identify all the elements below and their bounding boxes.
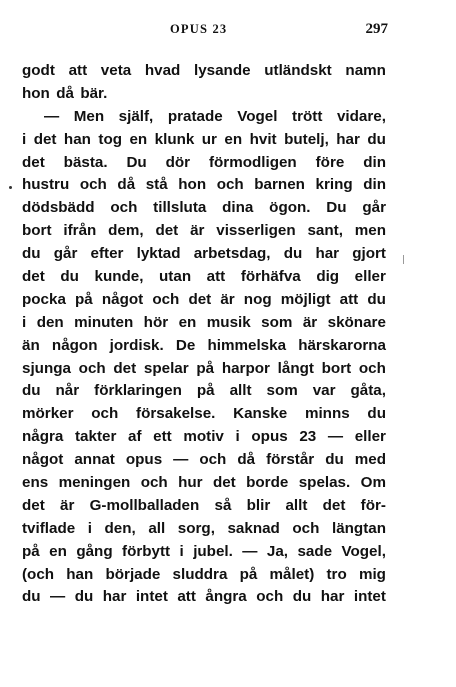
margin-mark: [9, 186, 12, 189]
word: har: [320, 588, 345, 606]
text-line: [22, 266, 386, 289]
word: Vogel,: [341, 542, 386, 560]
word: du: [22, 588, 41, 606]
word: något: [101, 290, 144, 308]
word: du: [325, 451, 344, 469]
word: ifrån: [63, 222, 97, 240]
word: blir: [246, 496, 271, 514]
word: bästa.: [63, 153, 108, 171]
word: —: [242, 542, 258, 560]
word: i: [22, 313, 27, 331]
word: målet): [269, 565, 315, 583]
word: du: [292, 588, 312, 606]
word: att: [339, 290, 359, 308]
word: förklaringen: [94, 382, 182, 400]
word: sluddra: [172, 565, 228, 583]
word: har: [102, 588, 127, 606]
word: efter: [90, 245, 124, 263]
word: motiv: [183, 428, 224, 446]
page-number: 297: [365, 21, 388, 37]
word: förbytt: [122, 542, 171, 560]
word: så: [214, 496, 232, 514]
word: De: [175, 336, 196, 354]
word: allt: [229, 382, 252, 400]
word: hon: [178, 176, 207, 194]
text-line: [22, 495, 386, 518]
word: då: [56, 84, 74, 102]
word: utländskt: [264, 62, 332, 79]
word: att: [206, 268, 226, 286]
word: opus: [251, 428, 288, 446]
word: sade: [297, 542, 333, 560]
word: började: [105, 565, 161, 583]
word: och: [140, 474, 168, 492]
word: det: [33, 130, 57, 148]
word: förmodligen: [208, 153, 297, 171]
word: och: [79, 176, 107, 194]
word: —: [173, 451, 189, 469]
word: och: [78, 359, 106, 377]
word: hon: [22, 84, 50, 102]
word: men: [354, 222, 386, 240]
word: och: [216, 176, 244, 194]
word: det: [22, 153, 45, 171]
word: då: [117, 176, 136, 194]
word: du: [60, 268, 79, 286]
word: sant,: [307, 222, 343, 240]
word: det: [113, 359, 137, 377]
word: att: [68, 62, 88, 79]
running-title: OPUS 23: [170, 22, 228, 36]
text-line: [22, 83, 386, 106]
word: någon: [51, 336, 98, 354]
word: intet: [135, 588, 168, 606]
word: var: [312, 382, 336, 400]
word: skönare: [327, 313, 386, 331]
word: några: [22, 428, 64, 446]
text-line: [22, 380, 386, 403]
word: Men: [73, 107, 105, 125]
word: har: [315, 245, 340, 263]
word: det: [155, 222, 179, 240]
word: det: [22, 268, 45, 286]
word: Om: [360, 474, 386, 492]
word: på: [75, 290, 93, 308]
word: jordisk.: [109, 336, 164, 354]
word: meningen: [58, 474, 131, 492]
text-line: [22, 243, 386, 266]
word: lysande: [194, 62, 251, 79]
word: (och: [22, 565, 55, 583]
word: den,: [104, 519, 136, 537]
text-line: [22, 335, 386, 358]
text-line: [22, 472, 386, 495]
word: dig: [316, 268, 340, 286]
word: dem,: [108, 222, 144, 240]
word: hustru: [22, 176, 70, 194]
word: hvad: [144, 62, 181, 79]
word: borde: [246, 474, 289, 492]
word: ögon.: [269, 199, 311, 217]
word: saknad: [227, 519, 280, 537]
word: och: [358, 359, 386, 377]
word: stå: [145, 176, 168, 194]
word: intet: [353, 588, 386, 606]
word: mig: [358, 565, 386, 583]
word: en: [178, 313, 197, 331]
text-line: [22, 129, 386, 152]
word: tog: [98, 130, 123, 148]
word: det: [22, 496, 45, 514]
body-text: [22, 60, 386, 609]
word: det: [188, 290, 212, 308]
word: en: [129, 130, 148, 148]
word: den: [36, 313, 64, 331]
word: du: [22, 382, 41, 400]
word: harpor: [221, 359, 270, 377]
word: lyktad: [136, 245, 181, 263]
word: G-mollballaden: [89, 496, 200, 514]
word: går: [362, 199, 386, 217]
word: spelas.: [298, 474, 351, 492]
word: ur: [201, 130, 217, 148]
word: namn: [345, 62, 386, 79]
word: 23: [299, 428, 317, 446]
text-line: [22, 403, 386, 426]
word: tillsluta: [153, 199, 207, 217]
text-line: [22, 152, 386, 175]
text-line: [22, 518, 386, 541]
word: bort: [321, 359, 352, 377]
word: mörker: [22, 405, 74, 423]
word: din: [363, 153, 386, 171]
word: som: [266, 382, 298, 400]
word: nog: [243, 290, 272, 308]
word: en: [49, 542, 67, 560]
word: du: [367, 405, 386, 423]
text-line: [22, 197, 386, 220]
word: dödsbädd: [22, 199, 95, 217]
word: all: [148, 519, 166, 537]
word: själf,: [118, 107, 154, 125]
word: allt: [285, 496, 308, 514]
word: är: [60, 496, 75, 514]
word: är: [190, 222, 205, 240]
word: —: [44, 107, 60, 125]
word: —: [50, 588, 66, 606]
word: i: [22, 130, 27, 148]
word: sjunga: [22, 359, 71, 377]
word: för-: [360, 496, 386, 514]
margin-mark: [403, 255, 404, 264]
text-line: [22, 564, 386, 587]
word: godt: [22, 62, 55, 79]
word: bort: [22, 222, 52, 240]
word: på: [196, 359, 215, 377]
text-line: [22, 426, 386, 449]
word: före: [315, 153, 345, 171]
word: har: [336, 130, 360, 148]
word: och: [292, 519, 320, 537]
word: sorg,: [177, 519, 215, 537]
word: tviflade: [22, 519, 76, 537]
word: hör: [143, 313, 169, 331]
word: du: [74, 588, 94, 606]
text-line: [22, 541, 386, 564]
word: en: [224, 130, 243, 148]
word: trött: [292, 107, 323, 125]
word: på: [196, 382, 215, 400]
word: då: [237, 451, 256, 469]
word: i: [87, 519, 92, 537]
word: klunk: [154, 130, 195, 148]
word: är: [302, 313, 318, 331]
word: i: [235, 428, 240, 446]
word: något: [22, 451, 64, 469]
word: visserligen: [216, 222, 296, 240]
word: gjort: [352, 245, 386, 263]
text-line: [22, 106, 386, 129]
word: takter: [75, 428, 117, 446]
word: Vogel: [237, 107, 278, 125]
word: han: [66, 565, 94, 583]
word: och: [256, 588, 284, 606]
word: arbetsdag,: [193, 245, 271, 263]
word: minns: [304, 405, 350, 423]
word: på: [239, 565, 258, 583]
word: du: [283, 245, 303, 263]
word: kring: [315, 176, 353, 194]
text-line: [22, 586, 386, 609]
word: ett: [153, 428, 172, 446]
word: —: [327, 428, 344, 446]
word: kunde,: [94, 268, 144, 286]
word: himmelska: [207, 336, 287, 354]
word: du: [367, 130, 386, 148]
word: långt: [277, 359, 314, 377]
word: härskarorna: [298, 336, 386, 354]
text-line: [22, 312, 386, 335]
word: vidare,: [336, 107, 386, 125]
text-line: [22, 174, 386, 197]
word: veta: [100, 62, 132, 79]
word: försakelse.: [136, 405, 216, 423]
word: opus: [125, 451, 163, 469]
word: musik: [206, 313, 251, 331]
word: barnen: [254, 176, 305, 194]
word: och: [199, 451, 227, 469]
word: ens: [22, 474, 49, 492]
word: hvit: [249, 130, 277, 148]
word: gåta,: [350, 382, 386, 400]
word: går: [53, 245, 78, 263]
word: når: [55, 382, 80, 400]
word: eller: [354, 268, 386, 286]
word: är: [220, 290, 235, 308]
word: och: [152, 290, 180, 308]
text-line: [22, 289, 386, 312]
text-line: [22, 449, 386, 472]
word: att: [177, 588, 196, 606]
word: Kanske: [233, 405, 288, 423]
word: du: [22, 245, 41, 263]
word: Ja,: [266, 542, 289, 560]
word: pratade: [167, 107, 223, 125]
word: ångra: [205, 588, 247, 606]
text-line: [22, 220, 386, 243]
word: tro: [326, 565, 347, 583]
word: och: [91, 405, 119, 423]
word: förhäfva: [240, 268, 301, 286]
word: du: [367, 290, 386, 308]
word: utan: [159, 268, 192, 286]
word: gång: [76, 542, 113, 560]
word: längtan: [331, 519, 386, 537]
word: dina: [222, 199, 254, 217]
word: förstår: [266, 451, 315, 469]
word: annat: [74, 451, 115, 469]
word: med: [354, 451, 386, 469]
word: Du: [326, 199, 347, 217]
word: Du: [126, 153, 147, 171]
word: det: [212, 474, 236, 492]
word: än: [22, 336, 40, 354]
text-line: [22, 60, 386, 83]
word: på: [22, 542, 40, 560]
word: i: [179, 542, 184, 560]
word: och: [110, 199, 138, 217]
word: butelj,: [284, 130, 329, 148]
word: möjligt: [280, 290, 331, 308]
word: eller: [354, 428, 386, 446]
word: hur: [178, 474, 203, 492]
word: jubel.: [193, 542, 233, 560]
word: af: [128, 428, 142, 446]
word: spelar: [143, 359, 189, 377]
word: bär.: [80, 84, 108, 102]
word: han: [63, 130, 91, 148]
word: din: [363, 176, 386, 194]
word: minuten: [74, 313, 134, 331]
word: dör: [165, 153, 191, 171]
text-line: [22, 358, 386, 381]
word: pocka: [22, 290, 66, 308]
word: det: [322, 496, 346, 514]
word: som: [261, 313, 293, 331]
running-head: [170, 22, 388, 42]
